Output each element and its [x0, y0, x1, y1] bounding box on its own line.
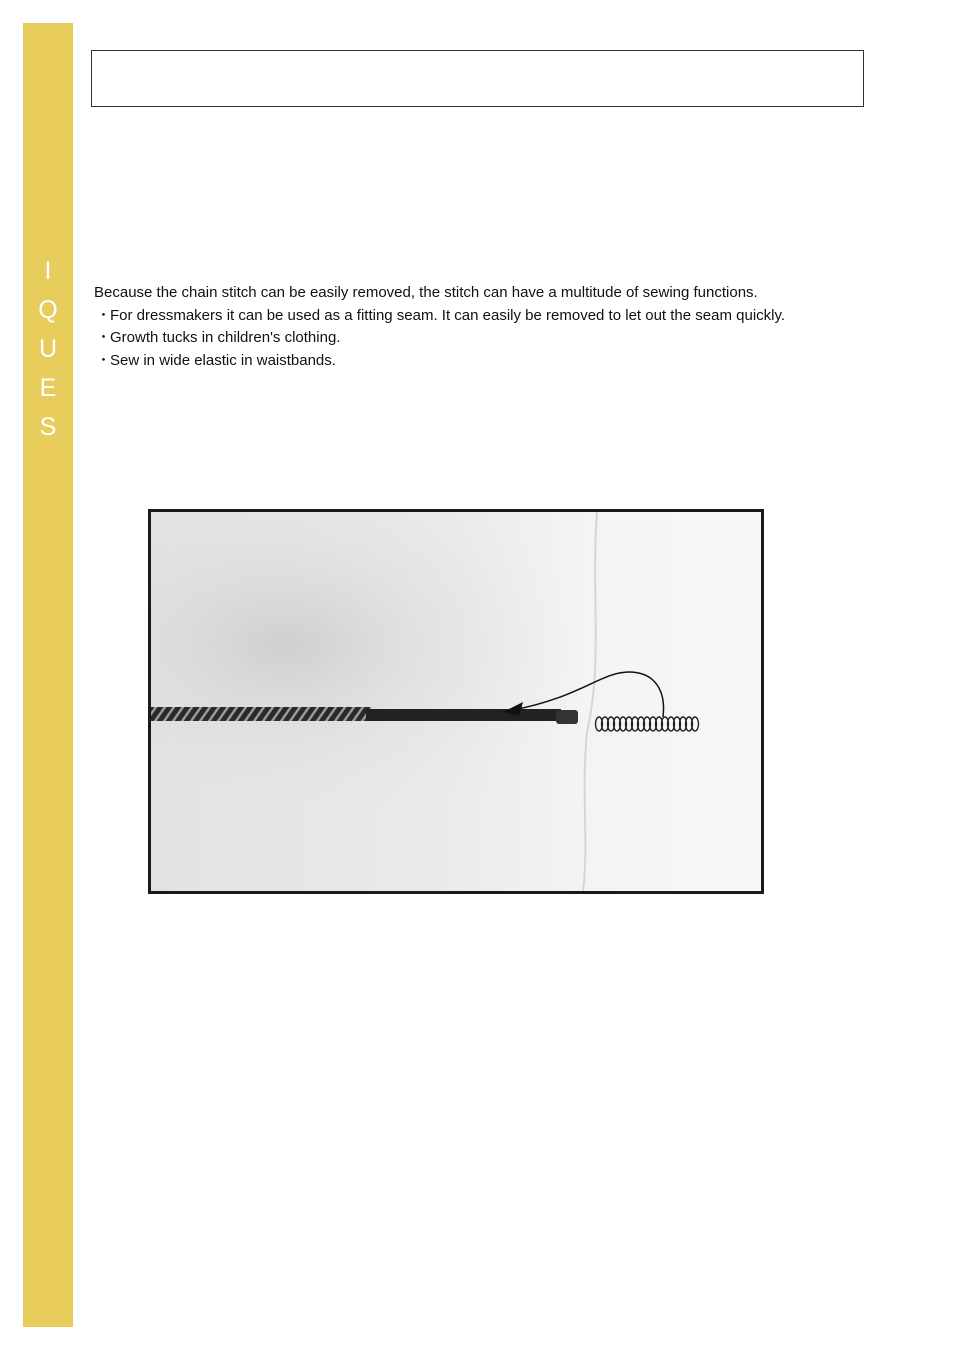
fabric-shadow: [151, 512, 761, 891]
side-tab-letters: [23, 252, 73, 447]
side-letter: Q: [38, 296, 58, 324]
side-letter: E: [39, 374, 57, 402]
list-item-text: For dressmakers it can be used as a fitting seam. It can easily be removed to let out the seam quickly.: [110, 306, 786, 324]
list-item-text: Sew in wide elastic in waistbands.: [110, 351, 336, 369]
list-item: [94, 305, 894, 328]
side-letter: I: [44, 257, 52, 285]
chain-stitch-illustration: [151, 512, 761, 891]
side-letter: U: [38, 335, 58, 363]
side-letter: S: [39, 413, 57, 441]
bullet-dot: ・: [96, 329, 112, 346]
title-box: [91, 50, 864, 107]
list-item: [94, 327, 894, 350]
stitch-dense: [366, 709, 561, 721]
bullet-list: [94, 305, 894, 373]
stitch-end: [556, 710, 578, 724]
list-item: [94, 350, 894, 373]
body-text: [94, 282, 894, 372]
bullet-dot: ・: [96, 351, 112, 369]
chain-stitch-photo: [148, 509, 764, 894]
intro-paragraph: Because the chain stitch can be easily removed, the stitch can have a multitude of sewing functions.: [94, 284, 758, 301]
bullet-dot: ・: [96, 306, 112, 324]
side-tab: [23, 23, 73, 1327]
list-item-text: Growth tucks in children's clothing.: [110, 329, 341, 346]
stitch-hatched: [151, 707, 371, 721]
